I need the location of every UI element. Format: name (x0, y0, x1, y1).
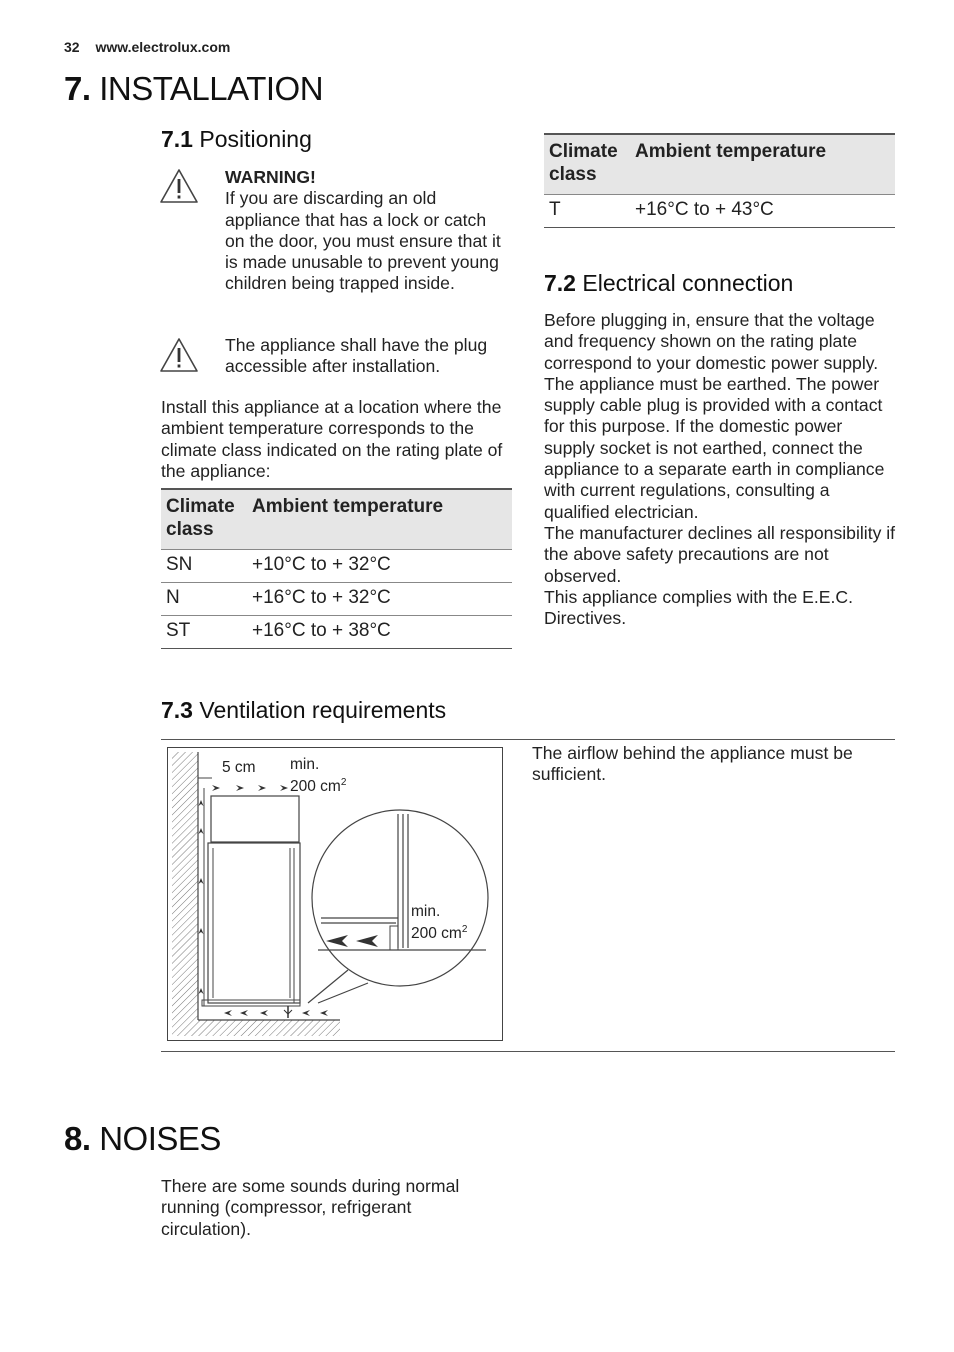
subsection-7-2-title (544, 272, 793, 295)
subsection-7-3-number: 7.3 (161, 697, 193, 723)
upper-cabinet (211, 796, 299, 842)
noises-text: There are some sounds during normal running (compressor, refrigerant circulation). (161, 1176, 460, 1239)
table-row (544, 195, 895, 228)
area-label-detail: 200 $cm^2$ (411, 924, 468, 942)
positioning-intro: Install this appliance at a location where the ambient temperature corresponds to the climate class indicated on the rating plate of the appliance: (161, 397, 503, 481)
temperature-cell: +16°C to + 43°C (630, 195, 895, 228)
note-text: The appliance shall have the plug accessible after installation. (225, 335, 488, 377)
warning-triangle-icon (159, 337, 199, 373)
subsection-7-2-number: 7.2 (544, 270, 576, 296)
section-8-title (64, 1122, 221, 1155)
climate-class-cell: SN (161, 550, 247, 583)
electrical-paragraph: The manufacturer declines all responsibility if the above safety precautions are not observed. (544, 522, 896, 586)
gap-label: 5 cm (222, 759, 256, 776)
climate-table-left (161, 488, 512, 649)
subsection-7-3-title (161, 699, 446, 722)
col-header-climate-class: Climate class (544, 134, 630, 195)
temperature-cell: +16°C to + 32°C (247, 583, 512, 616)
electrical-paragraph: Before plugging in, ensure that the voltage and frequency shown on the rating plate correspond to your domestic power supply. (544, 310, 879, 373)
section-8-number: 8. (64, 1120, 91, 1157)
col-header-ambient-temperature: Ambient temperature (630, 134, 895, 195)
airflow-arrows-bottom (224, 1010, 328, 1016)
ventilation-text: The airflow behind the appliance must be sufficient. (532, 743, 853, 785)
table-row (161, 550, 512, 583)
electrical-paragraph: The appliance must be earthed. The power supply cable plug is provided with a contact for this purpose. If the domestic power supply socket is not earthed, connect the appliance to a separate earth in compliance with current regulations, consulting a qualified electrician. (544, 373, 885, 522)
electrical-paragraph: This appliance complies with the E.E.C. Directives. (544, 586, 854, 629)
min-label-top: min. (290, 756, 320, 773)
warning-triangle-icon (159, 168, 199, 204)
section-7-title (64, 72, 323, 105)
subsection-7-2-heading: Electrical connection (582, 270, 794, 296)
col-header-ambient-temperature: Ambient temperature (247, 489, 512, 550)
ventilation-figure (167, 747, 503, 1041)
wall-hatch (172, 752, 198, 1036)
page-number: 32 (64, 39, 80, 55)
temperature-cell: +10°C to + 32°C (247, 550, 512, 583)
section-divider (161, 1051, 895, 1052)
subsection-7-1-title (161, 128, 312, 151)
ventilation-diagram (168, 748, 502, 1040)
section-7-number: 7. (64, 70, 91, 107)
detail-circle (312, 810, 488, 986)
col-header-climate-class: Climate class (161, 489, 247, 550)
warning-block (225, 167, 505, 295)
airflow-arrows-up (199, 800, 204, 994)
website-url: www.electrolux.com (95, 39, 231, 55)
climate-class-cell: ST (161, 616, 247, 649)
warning-text: If you are discarding an old appliance that has a lock or catch on the door, you must ensure that it is made unusable to prevent young children being trapped inside. (225, 188, 501, 294)
section-divider (161, 739, 895, 740)
airflow-arrows-top (212, 785, 288, 791)
section-8-heading: NOISES (99, 1120, 221, 1157)
subsection-7-3-heading: Ventilation requirements (199, 697, 447, 723)
subsection-7-1-number: 7.1 (161, 126, 193, 152)
warning-label: WARNING! (225, 167, 316, 187)
page-header (64, 39, 230, 55)
climate-class-cell: N (161, 583, 247, 616)
climate-class-cell: T (544, 195, 630, 228)
table-row (161, 616, 512, 649)
min-label-detail: min. (411, 903, 441, 920)
table-row (161, 583, 512, 616)
section-7-heading: INSTALLATION (99, 70, 324, 107)
floor-hatch (198, 1020, 340, 1036)
subsection-7-1-heading: Positioning (199, 126, 312, 152)
temperature-cell: +16°C to + 38°C (247, 616, 512, 649)
climate-table-right (544, 133, 895, 228)
appliance-body (208, 843, 300, 1003)
area-label-top: 200 $cm^2$ (290, 777, 347, 795)
electrical-connection-text (544, 310, 896, 629)
